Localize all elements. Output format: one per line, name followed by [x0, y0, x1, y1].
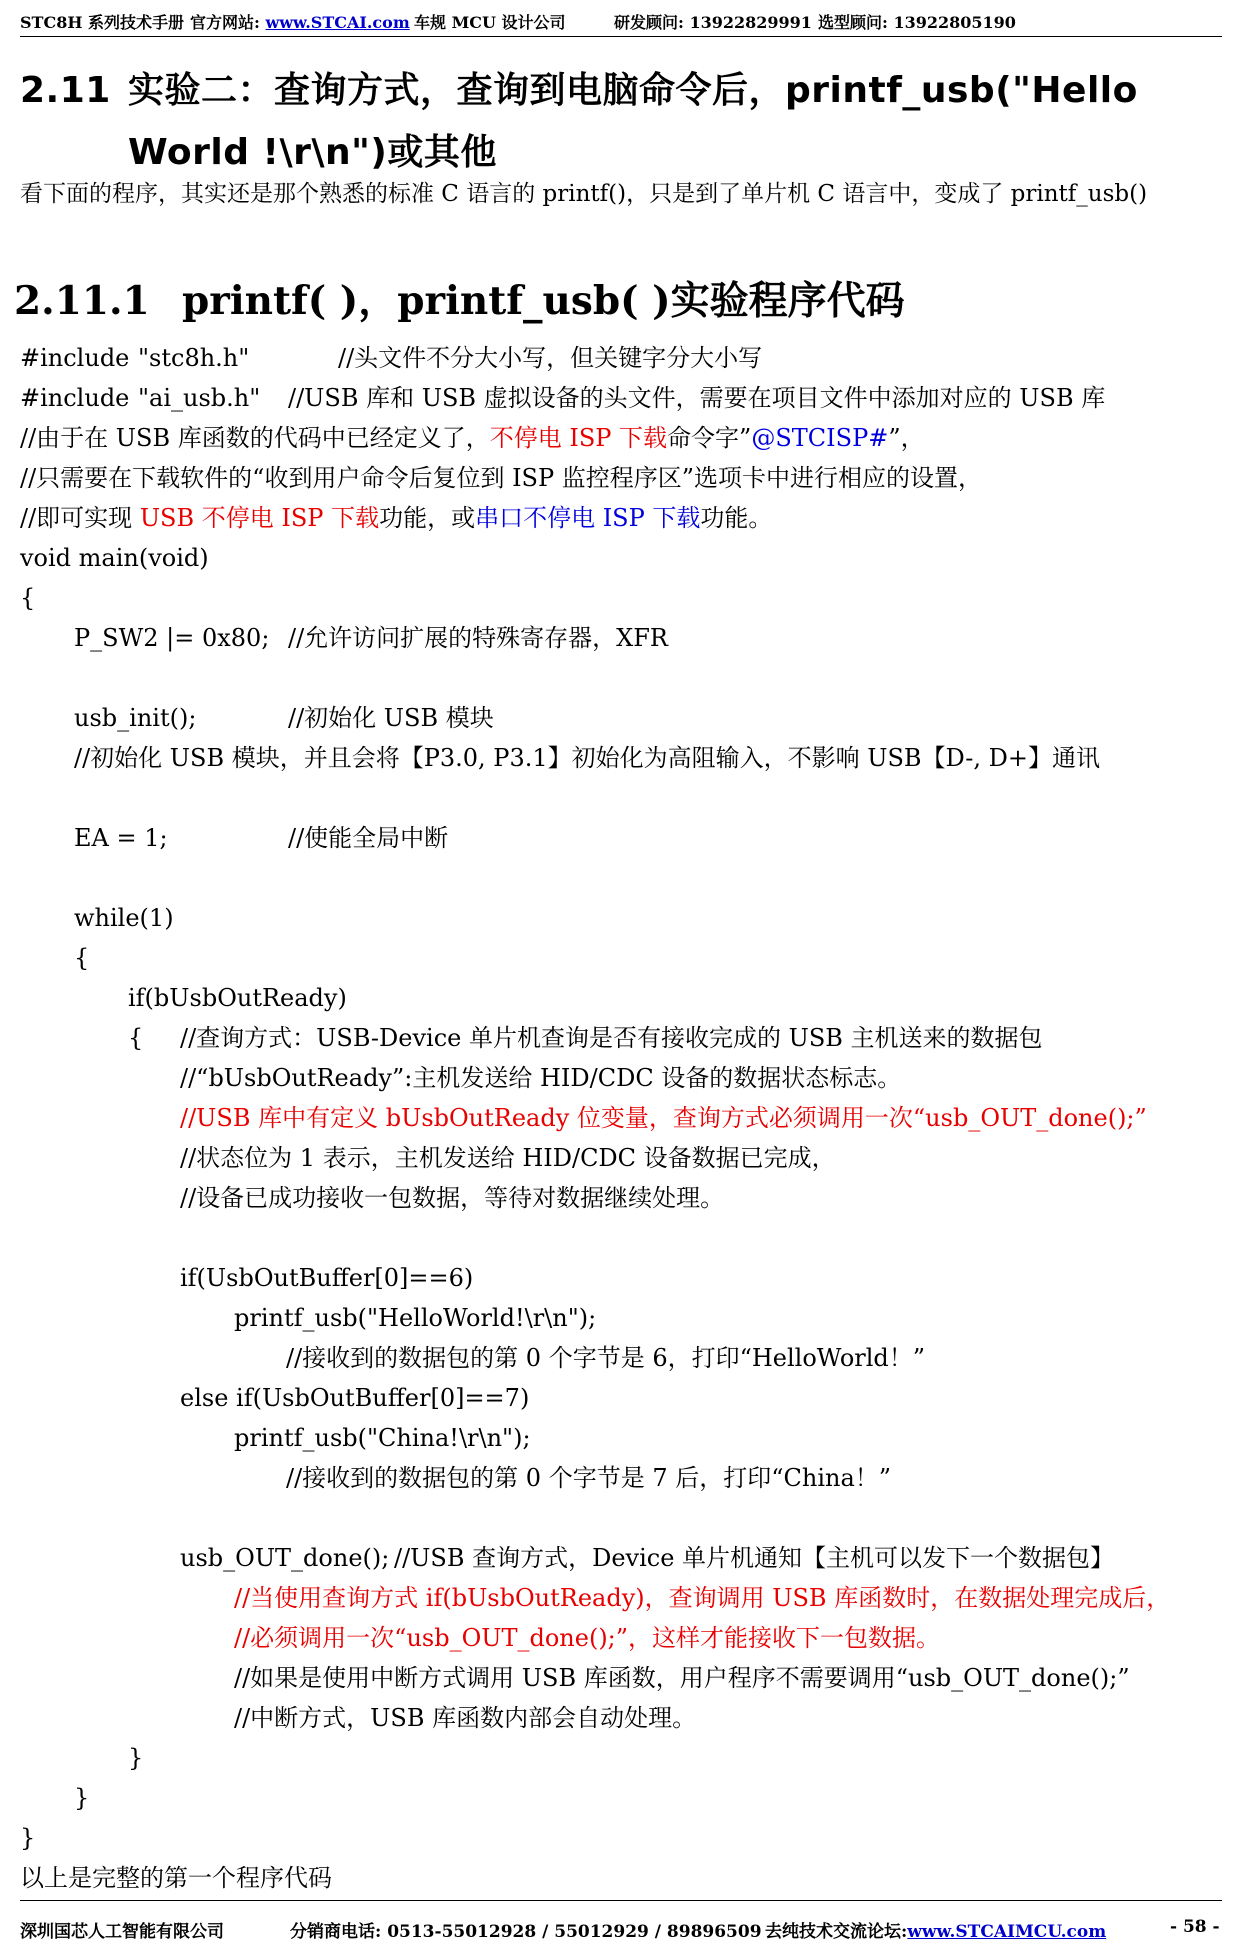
- code-if-comment-3: //USB 库中有定义 bUsbOutReady 位变量，查询方式必须调用一次“usb_OUT_done();”: [180, 1104, 1147, 1132]
- code-line-include1: #include "stc8h.h" //头文件不分大小写，但关键字分大小写: [20, 344, 763, 372]
- rd-contact: 研发顾问: 13922829991: [614, 13, 812, 32]
- code-ea: EA = 1; //使能全局中断: [74, 824, 449, 852]
- code-main: void main(void): [20, 544, 209, 572]
- subsection-heading: [14, 270, 905, 326]
- code-if-comment-4: //状态位为 1 表示，主机发送给 HID/CDC 设备数据已完成，: [180, 1144, 836, 1172]
- website-link[interactable]: www.STCAI.com: [265, 13, 410, 32]
- manual-title: STC8H 系列技术手册: [20, 13, 185, 32]
- company-tagline: 车规 MCU 设计公司: [414, 13, 566, 32]
- code-main-open: {: [20, 584, 36, 612]
- section-number: 2.11: [20, 70, 111, 111]
- page-footer: [20, 1900, 1222, 1941]
- subsection-number: 2.11.1: [14, 278, 150, 324]
- code-usbinit-comment: //初始化 USB 模块，并且会将【P3.0, P3.1】初始化为高阻输入，不影响 USB【D-, D+】通讯: [74, 744, 1100, 772]
- code-while-close: }: [74, 1784, 90, 1812]
- code-while-open: {: [74, 944, 90, 972]
- code-elseif: else if(UsbOutBuffer[0]==7): [180, 1384, 530, 1412]
- code-psw2: P_SW2 |= 0x80; //允许访问扩展的特殊寄存器，XFR: [74, 624, 668, 652]
- code-comment-3: //即可实现 USB 不停电 ISP 下载功能，或串口不停电 ISP 下载功能。: [20, 504, 773, 532]
- intro-text: 看下面的程序，其实还是那个熟悉的标准 C 语言的 printf()，只是到了单片机 C 语言中，变成了 printf_usb(): [20, 181, 1148, 207]
- website: 官方网站: www.STCAI.com: [190, 13, 410, 32]
- code-if-comment-5: //设备已成功接收一包数据，等待对数据继续处理。: [180, 1184, 725, 1212]
- code-done-comment-2: //必须调用一次“usb_OUT_done();”，这样才能接收下一包数据。: [234, 1624, 941, 1652]
- outro-text: 以上是完整的第一个程序代码: [20, 1864, 332, 1892]
- selection-contact: 选型顾问: 13922805190: [818, 13, 1016, 32]
- code-done-comment-4: //中断方式，USB 库函数内部会自动处理。: [234, 1704, 697, 1732]
- code-done-comment-1: //当使用查询方式 if(bUsbOutReady)，查询调用 USB 库函数时，在数据处理完成后，: [234, 1584, 1171, 1612]
- code-line-include2: #include "ai_usb.h" //USB 库和 USB 虚拟设备的头文件，需要在项目文件中添加对应的 USB 库: [20, 384, 1106, 412]
- footer-phone: 分销商电话: 0513-55012928 / 55012929 / 89896509: [290, 1922, 762, 1942]
- code-comment-2: //只需要在下载软件的“收到用户命令后复位到 ISP 监控程序区”选项卡中进行相应的设置，: [20, 464, 983, 492]
- code-while: while(1): [74, 904, 174, 932]
- code-printf-china: printf_usb("China!\r\n");: [234, 1424, 531, 1452]
- code-if: if(bUsbOutReady): [128, 984, 347, 1012]
- code-if-close: }: [128, 1744, 144, 1772]
- code-if-comment-2: //“bUsbOutReady”:主机发送给 HID/CDC 设备的数据状态标志。: [180, 1064, 902, 1092]
- code-printf-hello: printf_usb("HelloWorld!\r\n");: [234, 1304, 597, 1332]
- code-usbinit: usb_init(); //初始化 USB 模块: [74, 704, 494, 732]
- section-title-line1: 实验二：查询方式，查询到电脑命令后，printf_usb("Hello: [128, 70, 1138, 111]
- code-if6: if(UsbOutBuffer[0]==6): [180, 1264, 474, 1292]
- footer-company: 深圳国芯人工智能有限公司: [20, 1922, 224, 1942]
- code-done-comment-3: //如果是使用中断方式调用 USB 库函数，用户程序不需要调用“usb_OUT_done();”: [234, 1664, 1130, 1692]
- code-main-close: }: [20, 1824, 36, 1852]
- code-if-open: {: [128, 1024, 144, 1052]
- section-heading: [20, 62, 1138, 113]
- code-printf-china-comment: //接收到的数据包的第 0 个字节是 7 后，打印“China！”: [286, 1464, 892, 1492]
- page-header: [20, 10, 1222, 37]
- code-if-comment-1: //查询方式：USB-Device 单片机查询是否有接收完成的 USB 主机送来的数据包: [180, 1024, 1043, 1052]
- forum-link[interactable]: www.STCAIMCU.com: [907, 1922, 1107, 1942]
- subsection-title: printf( )，printf_usb( )实验程序代码: [182, 278, 905, 324]
- footer-forum: 去纯技术交流论坛:www.STCAIMCU.com: [765, 1922, 1107, 1942]
- code-done: usb_OUT_done(); //USB 查询方式，Device 单片机通知【主机可以发下一个数据包】: [180, 1544, 1115, 1572]
- section-title-line2: World !\r\n")或其他: [128, 132, 497, 173]
- code-printf-hello-comment: //接收到的数据包的第 0 个字节是 6，打印“HelloWorld！”: [286, 1344, 926, 1372]
- code-comment-1: //由于在 USB 库函数的代码中已经定义了，不停电 ISP 下载命令字”@STCISP#”，: [20, 424, 925, 452]
- page-number: - 58 -: [1170, 1917, 1220, 1937]
